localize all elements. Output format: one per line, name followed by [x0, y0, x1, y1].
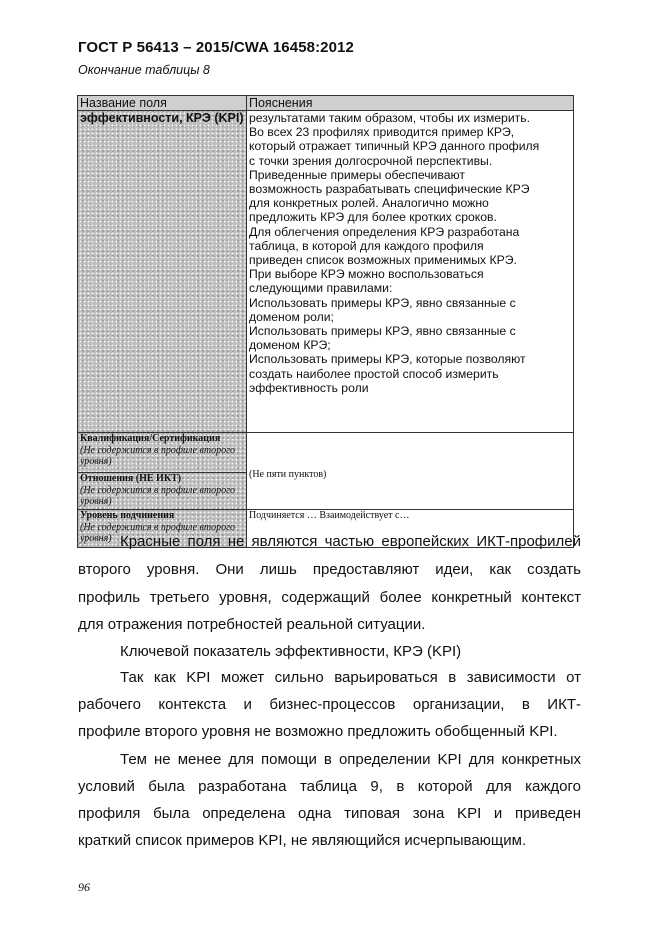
- explanation-line: следующими правилами:: [249, 281, 393, 296]
- col-header-field-name: Название поля: [78, 96, 247, 111]
- table-row: [78, 111, 574, 433]
- text-line: Тем не менее для помощи в определении KPI для конкретных: [120, 751, 581, 768]
- field-note: (Не содержится в профиле второго уровня): [80, 521, 235, 544]
- field-label: Квалификация/Сертификация: [80, 433, 221, 444]
- table-row: [78, 433, 574, 473]
- table-header-row: [78, 96, 574, 111]
- col-header-explanations: Пояснения: [247, 96, 574, 111]
- explanation-line: Приведенные примеры обеспечивают: [249, 167, 465, 182]
- explanation-line: возможность разрабатывать специфические КРЭ: [249, 182, 530, 197]
- explanation-line: Использовать примеры КРЭ, явно связанные с: [249, 324, 516, 339]
- field-note: (Не содержится в профиле второго уровня): [80, 484, 235, 507]
- text-line: рабочего контекста и бизнес-процессов организации, в ИКТ-: [78, 696, 581, 713]
- explanation-line: предложить КРЭ для более кротких сроков.: [249, 210, 497, 225]
- field-label: Уровень подчинения: [80, 510, 175, 521]
- explanation-text: (Не пяти пунктов): [249, 469, 327, 480]
- text-line: Так как KPI может сильно варьироваться в зависимости от: [120, 669, 581, 686]
- explanation-line: результатами таким образом, чтобы их измерить.: [249, 111, 530, 125]
- field-note: (Не содержится в профиле второго уровня): [80, 444, 235, 467]
- field-label: Отношения (НЕ ИКТ): [80, 473, 182, 484]
- text-line: профиле второго уровня не возможно предложить обобщенный KPI.: [78, 723, 558, 740]
- page-number: 96: [78, 880, 90, 894]
- explanation-line: создать наиболее простой способ измерить: [249, 366, 499, 381]
- text-line: Красные поля не являются частью европейских ИКТ-профилей: [120, 533, 581, 550]
- explanation-line: таблица, в которой для каждого профиля: [249, 238, 484, 253]
- table-8: [77, 95, 574, 548]
- explanation-kpi: [247, 111, 574, 433]
- text-line: краткий список примеров KPI, не являющийся исчерпывающим.: [78, 832, 527, 849]
- text-line: профиля была определена одна типовая зона KPI и приведен: [78, 805, 581, 822]
- field-kpi: эффективности, КРЭ (KPI): [78, 111, 247, 433]
- text-line: условий была разработана таблица 9, в которой для каждого: [78, 778, 581, 795]
- explanation-line: доменом роли;: [249, 309, 334, 324]
- text-line: профиль третьего уровня, содержащий более конкретный контекст: [78, 589, 581, 606]
- explanation-relations: [247, 433, 574, 510]
- explanation-line: Использовать примеры КРЭ, которые позволяют: [249, 352, 526, 367]
- standard-title: ГОСТ Р 56413 – 2015/CWA 16458:2012: [78, 39, 354, 56]
- field-relations: [78, 473, 247, 510]
- explanation-line: с точки зрения долгосрочной перспективы.: [249, 153, 493, 168]
- explanation-subordination: Подчиняется … Взаимодействует с…: [247, 510, 574, 548]
- explanation-line: приведен список возможных применимых КРЭ.: [249, 253, 517, 268]
- explanation-line: Во всех 23 профилях приводится пример КРЭ,: [249, 125, 515, 140]
- table-continuation-caption: Окончание таблицы 8: [78, 63, 210, 77]
- explanation-line: для конкретных ролей. Аналогично можно: [249, 196, 489, 211]
- section-heading: Ключевой показатель эффективности, КРЭ (KPI): [120, 643, 462, 660]
- explanation-line: эффективность роли: [249, 380, 369, 395]
- explanation-line: который отражает типичный КРЭ данного профиля: [249, 139, 540, 154]
- explanation-line: Использовать примеры КРЭ, явно связанные с: [249, 295, 516, 310]
- explanation-line: доменом КРЭ;: [249, 338, 331, 353]
- field-qualification: [78, 433, 247, 473]
- text-line: второго уровня. Они лишь предоставляют идеи, как создать: [78, 561, 581, 578]
- text-line: для отражения потребностей реальной ситуации.: [78, 616, 426, 633]
- explanation-line: При выборе КРЭ можно воспользоваться: [249, 267, 484, 282]
- explanation-line: Для облегчения определения КРЭ разработана: [249, 224, 520, 239]
